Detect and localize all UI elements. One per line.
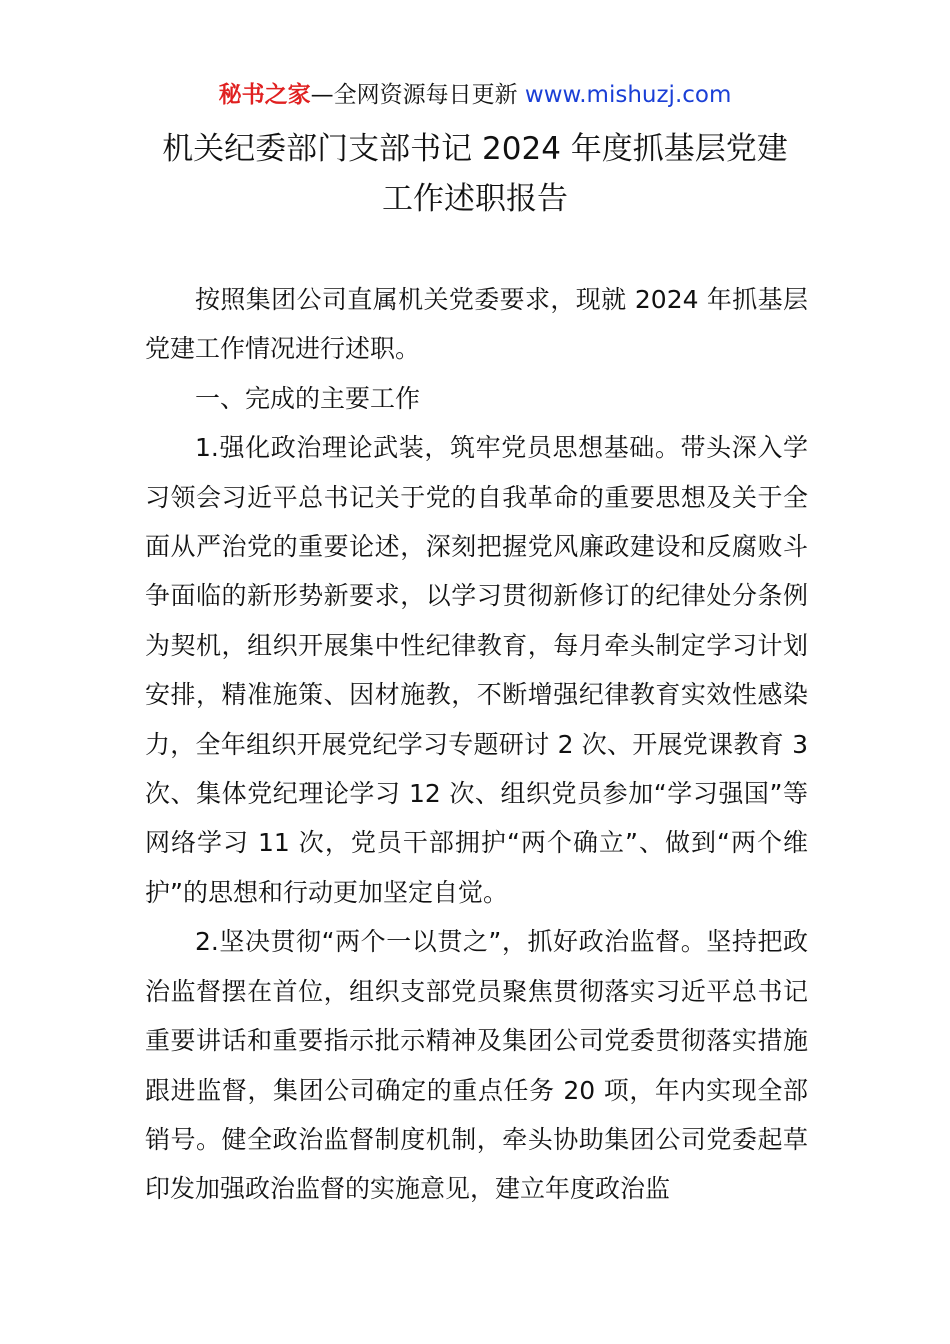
paragraph-intro: 按照集团公司直属机关党委要求，现就 2024 年抓基层党建工作情况进行述职。 — [145, 285, 808, 364]
site-tagline: —全网资源每日更新 — [310, 82, 525, 108]
paragraph-item-1: 1.强化政治理论武装，筑牢党员思想基础。带头深入学习领会习近平总书记关于党的自我革命的重要思想及关于全面从严治党的重要论述，深刻把握党风廉政建设和反腐败斗争面临的新形势新要求，以学习贯彻新修订的纪律处分条例为契机，组织开展集中性纪律教育，每月牵头制定学习计划安排，精准施策、因材施教，不断增强纪律教育实效性感染力，全年组织开展党纪学习专题研讨 2 次、开展党课教育 3 次、集体党纪理论学习 12 次、组织党员参加“学习强国”等网络学习 11 次，党员干部拥护“两个确立”、做到“两个维护”的思想和行动更加坚定自觉。 — [145, 433, 808, 907]
document-body — [145, 275, 808, 1214]
section-heading-main-work: 一、完成的主要工作 — [195, 383, 421, 413]
site-header — [0, 78, 950, 112]
document-title-line-2: 工作述职报告 — [382, 181, 568, 217]
paragraph-item-2: 2.坚决贯彻“两个一以贯之”，抓好政治监督。坚持把政治监督摆在首位，组织支部党员聚焦贯彻落实习近平总书记重要讲话和重要指示批示精神及集团公司党委贯彻落实措施跟进监督，集团公司确定的重点任务 20 项，年内实现全部销号。健全政治监督制度机制，牵头协助集团公司党委起草印发加强政治监督的实施意见，建立年度政治监 — [145, 927, 808, 1204]
document-title — [0, 124, 950, 224]
site-url-link[interactable]: www.mishuzj.com — [524, 82, 732, 108]
document-title-line-1: 机关纪委部门支部书记 2024 年度抓基层党建 — [162, 131, 788, 167]
site-brand: 秘书之家 — [218, 82, 311, 108]
